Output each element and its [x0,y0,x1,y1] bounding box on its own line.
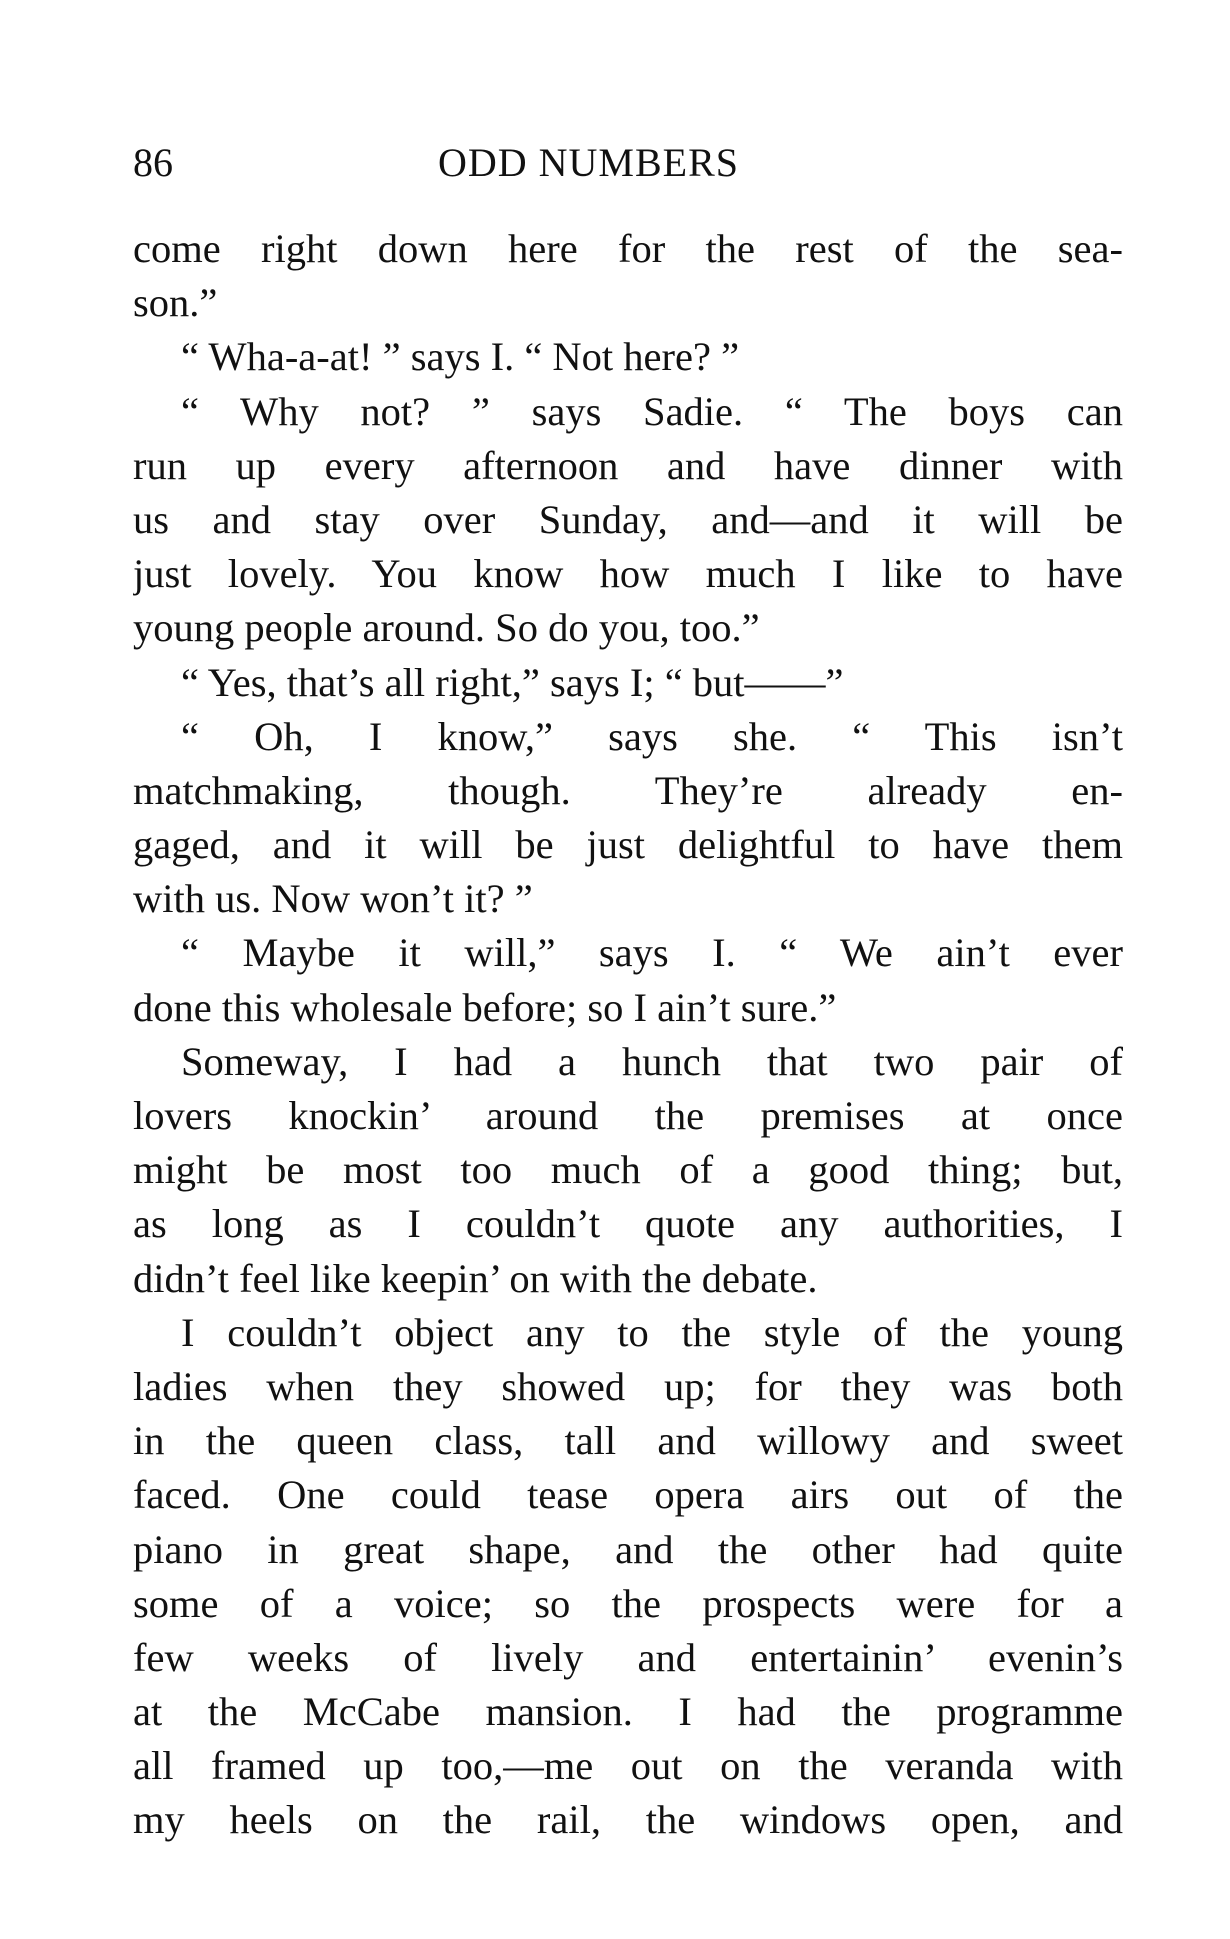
page-number: 86 [133,140,173,185]
text-line: young people around. So do you, too.” [133,605,760,651]
text-line: I couldn’t object any to the style of the young [181,1309,1123,1355]
text-line: us and stay over Sunday, and—and it will be [133,496,1123,542]
text-line: as long as I couldn’t quote any authorities, I [133,1201,1123,1247]
text-line: some of a voice; so the prospects were for a [133,1580,1123,1626]
text-line: didn’t feel like keepin’ on with the debate. [133,1255,818,1301]
text-line: few weeks of lively and entertainin’ evenin’s [133,1634,1123,1680]
text-line: “ Oh, I know,” says she. “ This isn’t [181,713,1123,759]
text-line: “ Yes, that’s all right,” says I; “ but——” [181,659,844,705]
text-line: gaged, and it will be just delightful to have them [133,822,1123,868]
text-line: faced. One could tease opera airs out of the [133,1472,1123,1518]
text-line: “ Why not? ” says Sadie. “ The boys can [181,388,1123,434]
text-line: might be most too much of a good thing; but, [133,1147,1123,1193]
text-line: at the McCabe mansion. I had the programme [133,1689,1123,1735]
text-line: done this wholesale before; so I ain’t sure.” [133,984,837,1030]
text-line: my heels on the rail, the windows open, and [133,1797,1123,1843]
text-line: with us. Now won’t it? ” [133,876,533,922]
text-line: all framed up too,—me out on the veranda with [133,1743,1123,1789]
text-line: come right down here for the rest of the sea- [133,226,1123,271]
text-line: “ Maybe it will,” says I. “ We ain’t ever [181,930,1123,976]
text-line: run up every afternoon and have dinner with [133,442,1123,488]
text-line: piano in great shape, and the other had quite [133,1526,1123,1572]
text-line: “ Wha-a-at! ” says I. “ Not here? ” [181,334,740,380]
book-title: ODD NUMBERS [438,140,740,185]
text-body [133,222,1123,1848]
text-line: son.” [133,280,218,326]
text-line: matchmaking, though. They’re already en- [133,767,1123,813]
running-head [133,138,1123,188]
text-line: just lovely. You know how much I like to have [133,551,1123,597]
text-line: ladies when they showed up; for they was both [133,1363,1123,1409]
text-line: Someway, I had a hunch that two pair of [181,1038,1123,1084]
text-line: lovers knockin’ around the premises at once [133,1093,1123,1138]
text-line: in the queen class, tall and willowy and sweet [133,1418,1123,1464]
